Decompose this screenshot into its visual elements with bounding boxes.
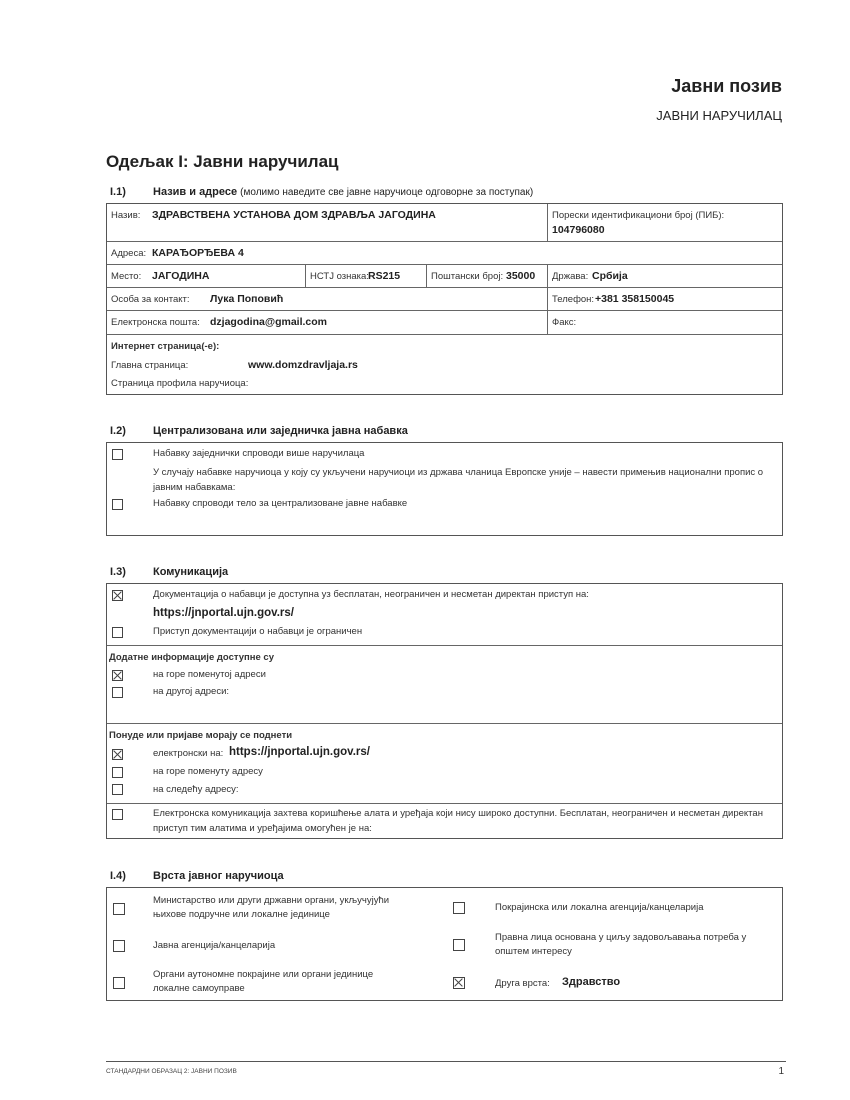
nuts-value: RS215 — [368, 270, 401, 282]
subsection-heading-1-2 — [110, 425, 408, 437]
profile-page-label: Страница профила наручиоца: — [111, 378, 249, 389]
other-type-label: Друга врста: — [495, 978, 550, 989]
checkbox-public-agency[interactable] — [113, 940, 125, 952]
checkbox-provincial-agency[interactable] — [453, 902, 465, 914]
phone-value: +381 358150045 — [595, 293, 675, 305]
subsection-note: (молимо наведите све јавне наручиоце одговорне за поступак) — [240, 187, 534, 198]
document-subtitle: ЈАВНИ НАРУЧИЛАЦ — [656, 108, 782, 123]
subsection-number: I.1) — [110, 186, 126, 198]
nuts-label: НСТЈ ознака: — [310, 271, 369, 282]
joint-procurement-label: Набавку заједнички спроводи више наручилаца — [153, 448, 365, 459]
subsection-number: I.3) — [110, 566, 126, 578]
tools-block — [107, 803, 782, 840]
postal-label: Поштански број: — [431, 271, 504, 282]
main-page-link[interactable]: www.domzdravljaja.rs — [248, 359, 358, 371]
submit-electronic-label: електронски на: — [153, 748, 224, 759]
address-label: Адреса: — [111, 248, 147, 259]
country-label: Држава: — [552, 271, 589, 282]
centralized-procurement-box — [106, 442, 783, 536]
authority-type-box — [106, 887, 783, 1001]
docs-url-link[interactable]: https://jnportal.ujn.gov.rs/ — [153, 607, 294, 619]
checkbox-submit-electronic[interactable] — [112, 749, 123, 760]
city-value: ЈАГОДИНА — [152, 270, 210, 282]
name-label: Назив: — [111, 210, 141, 221]
city-label: Место: — [111, 271, 142, 282]
fax-cell — [547, 311, 577, 335]
subsection-title: Врста јавног наручиоца — [153, 870, 284, 882]
postal-cell — [426, 265, 536, 288]
subsection-title: Централизована или заједничка јавна набавка — [153, 425, 408, 437]
checkbox-additional-other[interactable] — [112, 687, 123, 698]
internet-row — [107, 334, 782, 396]
legal-entities-label: Правна лица основана у циљу задовољавања потреба у општем интересу — [495, 932, 747, 957]
internet-heading: Интернет страница(-е): — [111, 341, 220, 352]
submission-heading: Понуде или пријаве морају се поднети — [109, 730, 293, 741]
contact-label: Особа за контакт: — [111, 294, 190, 305]
document-title: Јавни позив — [671, 76, 782, 96]
checkbox-submit-following[interactable] — [112, 784, 123, 795]
page-number: 1 — [778, 1066, 784, 1077]
subsection-heading-1-4 — [110, 870, 284, 882]
central-body-label: Набавку спроводи тело за централизоване јавне набавке — [153, 498, 408, 509]
nuts-cell — [305, 265, 401, 288]
docs-restricted-label: Приступ документацији о набавци је ограничен — [153, 626, 363, 637]
checkbox-docs-free-access[interactable] — [112, 590, 123, 601]
subsection-heading-1-3 — [110, 566, 228, 578]
pib-value: 104796080 — [552, 224, 605, 236]
subsection-number: I.2) — [110, 425, 126, 437]
city-row — [107, 264, 782, 288]
checkbox-docs-restricted[interactable] — [112, 627, 123, 638]
fax-label: Факс: — [552, 317, 577, 328]
subsection-number: I.4) — [110, 870, 126, 882]
section-heading: Одељак I: Јавни наручилац — [106, 152, 339, 171]
name-value: ЗДРАВСТВЕНА УСТАНОВА ДОМ ЗДРАВЉА ЈАГОДИНА — [152, 209, 436, 221]
checkbox-legal-entities[interactable] — [453, 939, 465, 951]
main-page-label: Главна страница: — [111, 360, 189, 371]
address-value: КАРАЂОРЂЕВА 4 — [152, 247, 244, 259]
footer-form-name: СТАНДАРДНИ ОБРАЗАЦ 2: ЈАВНИ ПОЗИВ — [106, 1068, 237, 1075]
contact-row — [107, 287, 782, 311]
additional-other-label: на другој адреси: — [153, 686, 230, 697]
public-agency-label: Јавна агенција/канцеларија — [153, 940, 276, 951]
checkbox-other-type[interactable] — [453, 977, 465, 989]
postal-value: 35000 — [506, 270, 536, 282]
checkbox-submit-above[interactable] — [112, 767, 123, 778]
email-label: Електронска пошта: — [111, 317, 200, 328]
submit-url-link[interactable]: https://jnportal.ujn.gov.rs/ — [229, 746, 370, 758]
checkbox-additional-above[interactable] — [112, 670, 123, 681]
contact-value: Лука Поповић — [210, 293, 284, 305]
submit-above-label: на горе поменуту адресу — [153, 766, 263, 777]
communication-box — [106, 583, 783, 839]
email-row — [107, 310, 782, 335]
checkbox-central-body[interactable] — [112, 499, 123, 510]
contracting-authority-table — [106, 203, 783, 395]
ministry-label: Министарство или други државни органи, укључујући њихове подручне или локалне јединице — [153, 895, 390, 920]
subsection-title: Комуникација — [153, 566, 229, 578]
footer-divider — [106, 1061, 786, 1062]
email-value[interactable]: dzjagodina@gmail.com — [210, 316, 328, 328]
pib-cell — [547, 204, 725, 241]
checkbox-ministry[interactable] — [113, 903, 125, 915]
docs-free-access-label: Документација о набавци је доступна уз бесплатан, неограничен и несметан директан приступ на: — [153, 589, 589, 600]
additional-above-label: на горе поменутој адреси — [153, 669, 266, 680]
autonomous-province-label: Органи аутономне покрајине или органи јединице локалне самоуправе — [153, 969, 374, 994]
subsection-heading-1-1 — [110, 186, 533, 198]
checkbox-autonomous-province[interactable] — [113, 977, 125, 989]
other-type-value: Здравство — [562, 976, 621, 988]
pib-label: Порески идентификациони број (ПИБ): — [552, 210, 725, 221]
country-cell — [547, 265, 628, 288]
checkbox-special-tools[interactable] — [112, 809, 123, 820]
subsection-title: Назив и адресе — [153, 186, 238, 198]
address-row — [107, 241, 782, 265]
additional-info-heading: Додатне информације доступне су — [109, 652, 274, 663]
special-tools-label: Електронска комуникација захтева коришћење алата и уређаја који нису широко доступни. Бесплатан, неограничен и несметан директан приступ тим алатима и уређајима омогућен је на: — [153, 808, 763, 834]
checkbox-joint-procurement[interactable] — [112, 449, 123, 460]
phone-label: Телефон: — [552, 294, 595, 305]
submission-block — [107, 723, 782, 804]
phone-cell — [547, 288, 675, 311]
additional-info-block — [107, 645, 782, 724]
submit-following-label: на следећу адресу: — [153, 784, 239, 795]
eu-note: У случају набавке наручиоца у коју су укључени наручиоци из држава чланица Европске уније – навести примењив национални пропис о јавним набавкама: — [153, 467, 764, 493]
country-value: Србија — [592, 270, 628, 282]
provincial-agency-label: Покрајинска или локална агенција/канцеларија — [495, 902, 704, 913]
